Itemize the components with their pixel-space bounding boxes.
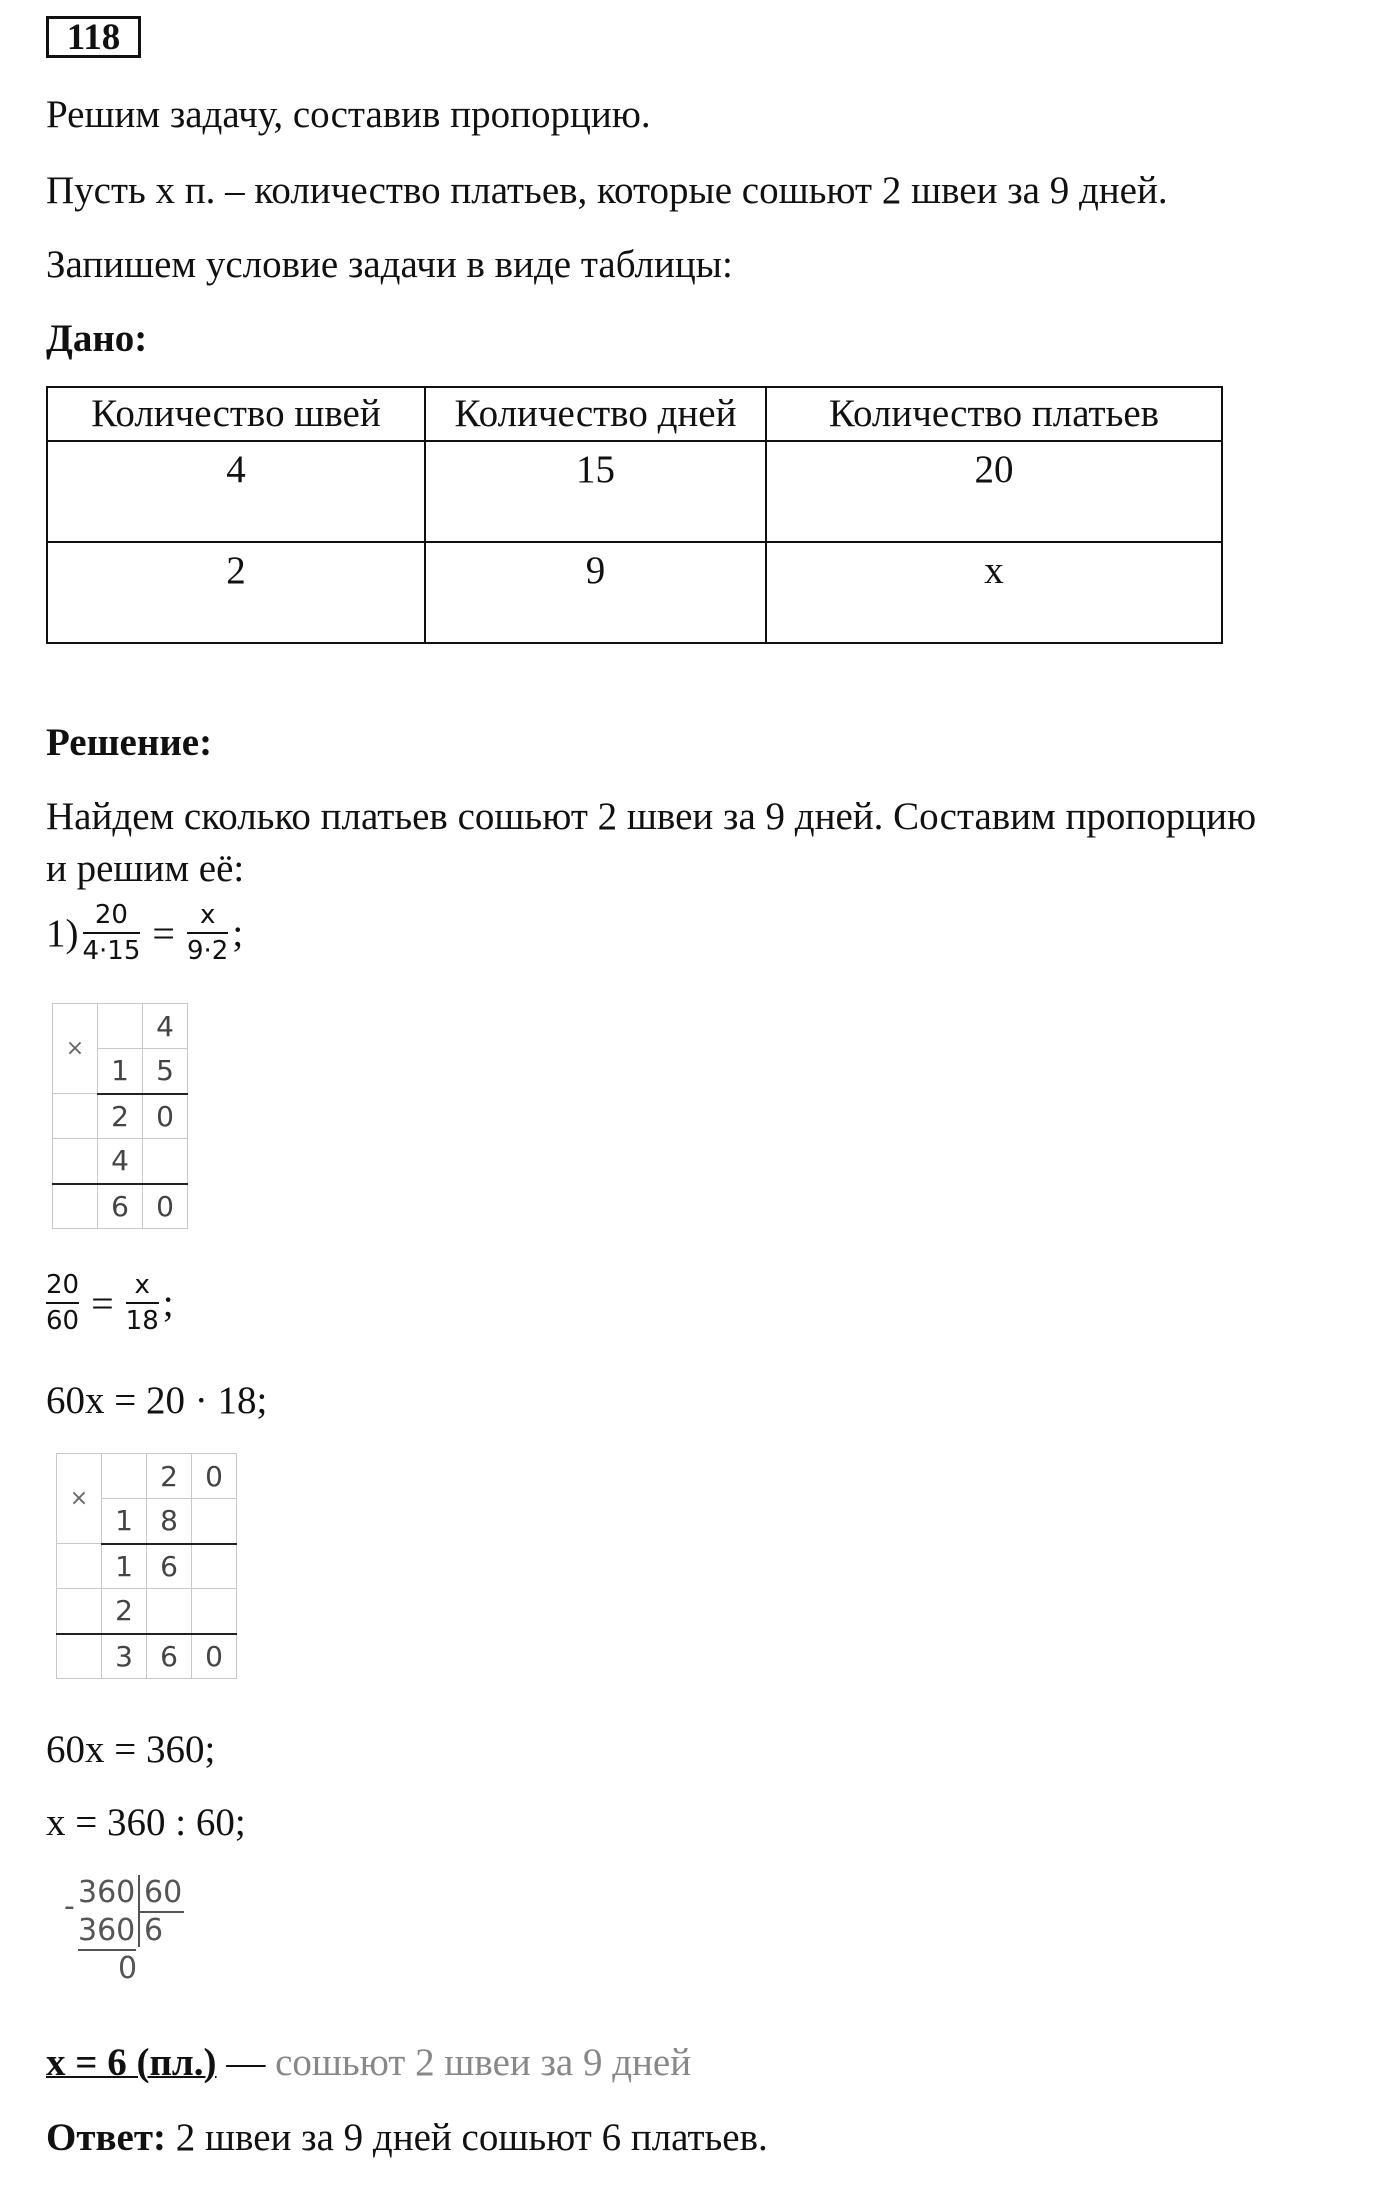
equals-sign: = [91,1280,114,1326]
remainder: 0 [118,1951,138,1986]
result-note: сошьют 2 швеи за 9 дней [275,2041,692,2084]
fraction-left [83,900,141,966]
grid-cell: 0 [143,1184,188,1229]
numerator: 20 [94,900,128,930]
table-row [47,542,1222,643]
table-cell: 9 [425,542,766,643]
fraction-left [46,1270,79,1336]
grid-cell: 8 [147,1499,192,1544]
header-days: Количество дней [425,387,766,441]
grid-cell [53,1184,98,1229]
grid-cell: 2 [147,1454,192,1499]
grid-cell: 0 [192,1454,237,1499]
step-number: 1) [46,911,79,955]
equation-line-1: 60x = 20 · 18; [46,1379,268,1422]
answer-line [46,2115,768,2161]
multiplication-grid-2 [56,1453,237,1679]
grid-cell: 6 [98,1184,143,1229]
grid-row [57,1634,237,1679]
denominator: 9·2 [186,936,229,966]
fraction-bar [46,1302,79,1304]
grid-row [53,1184,188,1229]
answer-text: 2 швеи за 9 дней сошьют 6 платьев. [166,2116,768,2159]
let-statement: Пусть x п. – количество платьев, которые сошьют 2 швеи за 9 дней. [46,169,1168,212]
divisor: 60 [144,1875,183,1910]
grid-cell [98,1004,143,1049]
subtrahend: 360 [78,1913,136,1948]
grid-cell [102,1454,147,1499]
grid-cell [147,1589,192,1634]
grid-cell [57,1589,102,1634]
numerator: x [134,1270,150,1300]
table-intro: Запишем условие задачи в виде таблицы: [46,243,733,286]
fraction-bar [83,932,141,934]
denominator: 18 [125,1306,159,1336]
minus-sign: - [64,1889,75,1924]
dividend: 360 [78,1875,136,1910]
table-cell: 2 [47,542,425,643]
long-division [64,1875,204,1995]
multiplication-grid-1 [52,1003,188,1229]
grid-row [53,1139,188,1184]
quotient: 6 [144,1913,164,1948]
given-heading: Дано: [46,317,148,360]
grid-row [57,1544,237,1589]
solution-text-line-1: Найдем сколько платьев сошьют 2 швеи за 9 дней. Составим пропорцию [46,795,1257,838]
table-row [47,441,1222,542]
grid-row [53,1094,188,1139]
table-cell: 15 [425,441,766,542]
grid-cell: 1 [102,1499,147,1544]
numerator: x [199,900,216,930]
grid-cell: 0 [143,1094,188,1139]
denominator: 4·15 [82,936,141,966]
multiply-sign: × [57,1454,102,1544]
grid-cell: 1 [98,1049,143,1094]
solution-text-line-2: и решим её: [46,847,245,890]
grid-cell [53,1094,98,1139]
grid-row [57,1589,237,1634]
grid-cell: 6 [147,1544,192,1589]
equation-line-3: x = 360 : 60; [46,1801,246,1844]
numerator: 20 [46,1270,80,1300]
grid-cell [57,1544,102,1589]
grid-cell: 2 [102,1589,147,1634]
given-table [46,386,1223,644]
fraction-bar [187,932,228,934]
grid-cell: 3 [102,1634,147,1679]
grid-cell [53,1139,98,1184]
solution-heading: Решение: [46,721,213,764]
proportion-step-2 [42,1270,174,1336]
task-number: 118 [46,16,141,58]
header-dresses: Количество платьев [766,387,1222,441]
result-dash: — [216,2041,276,2084]
grid-cell: 5 [143,1049,188,1094]
grid-cell: 4 [98,1139,143,1184]
table-cell: 4 [47,441,425,542]
grid-cell [192,1499,237,1544]
grid-cell [143,1139,188,1184]
equals-sign: = [152,910,175,956]
grid-cell: 2 [98,1094,143,1139]
answer-label: Ответ: [46,2116,167,2159]
header-seamstresses: Количество швей [47,387,425,441]
grid-cell [192,1589,237,1634]
grid-cell [57,1634,102,1679]
semicolon: ; [232,911,244,955]
grid-cell: 4 [143,1004,188,1049]
fraction-right [126,1270,159,1336]
denominator: 60 [46,1306,80,1336]
given-table-header-row [47,387,1222,441]
semicolon: ; [162,1281,174,1325]
grid-cell: 0 [192,1634,237,1679]
grid-cell: 6 [147,1634,192,1679]
multiply-sign: × [53,1004,98,1094]
result-line [46,2040,691,2086]
fraction-right [187,900,228,966]
fraction-bar [126,1302,159,1304]
grid-row [57,1454,237,1499]
grid-cell: 1 [102,1544,147,1589]
grid-row [53,1004,188,1049]
table-cell: x [766,542,1222,643]
grid-cell [192,1544,237,1589]
result-value: x = 6 (пл.) [46,2041,217,2084]
intro-text: Решим задачу, составив пропорцию. [46,93,651,136]
table-cell: 20 [766,441,1222,542]
equation-line-2: 60x = 360; [46,1728,216,1771]
proportion-step-1 [46,900,243,966]
